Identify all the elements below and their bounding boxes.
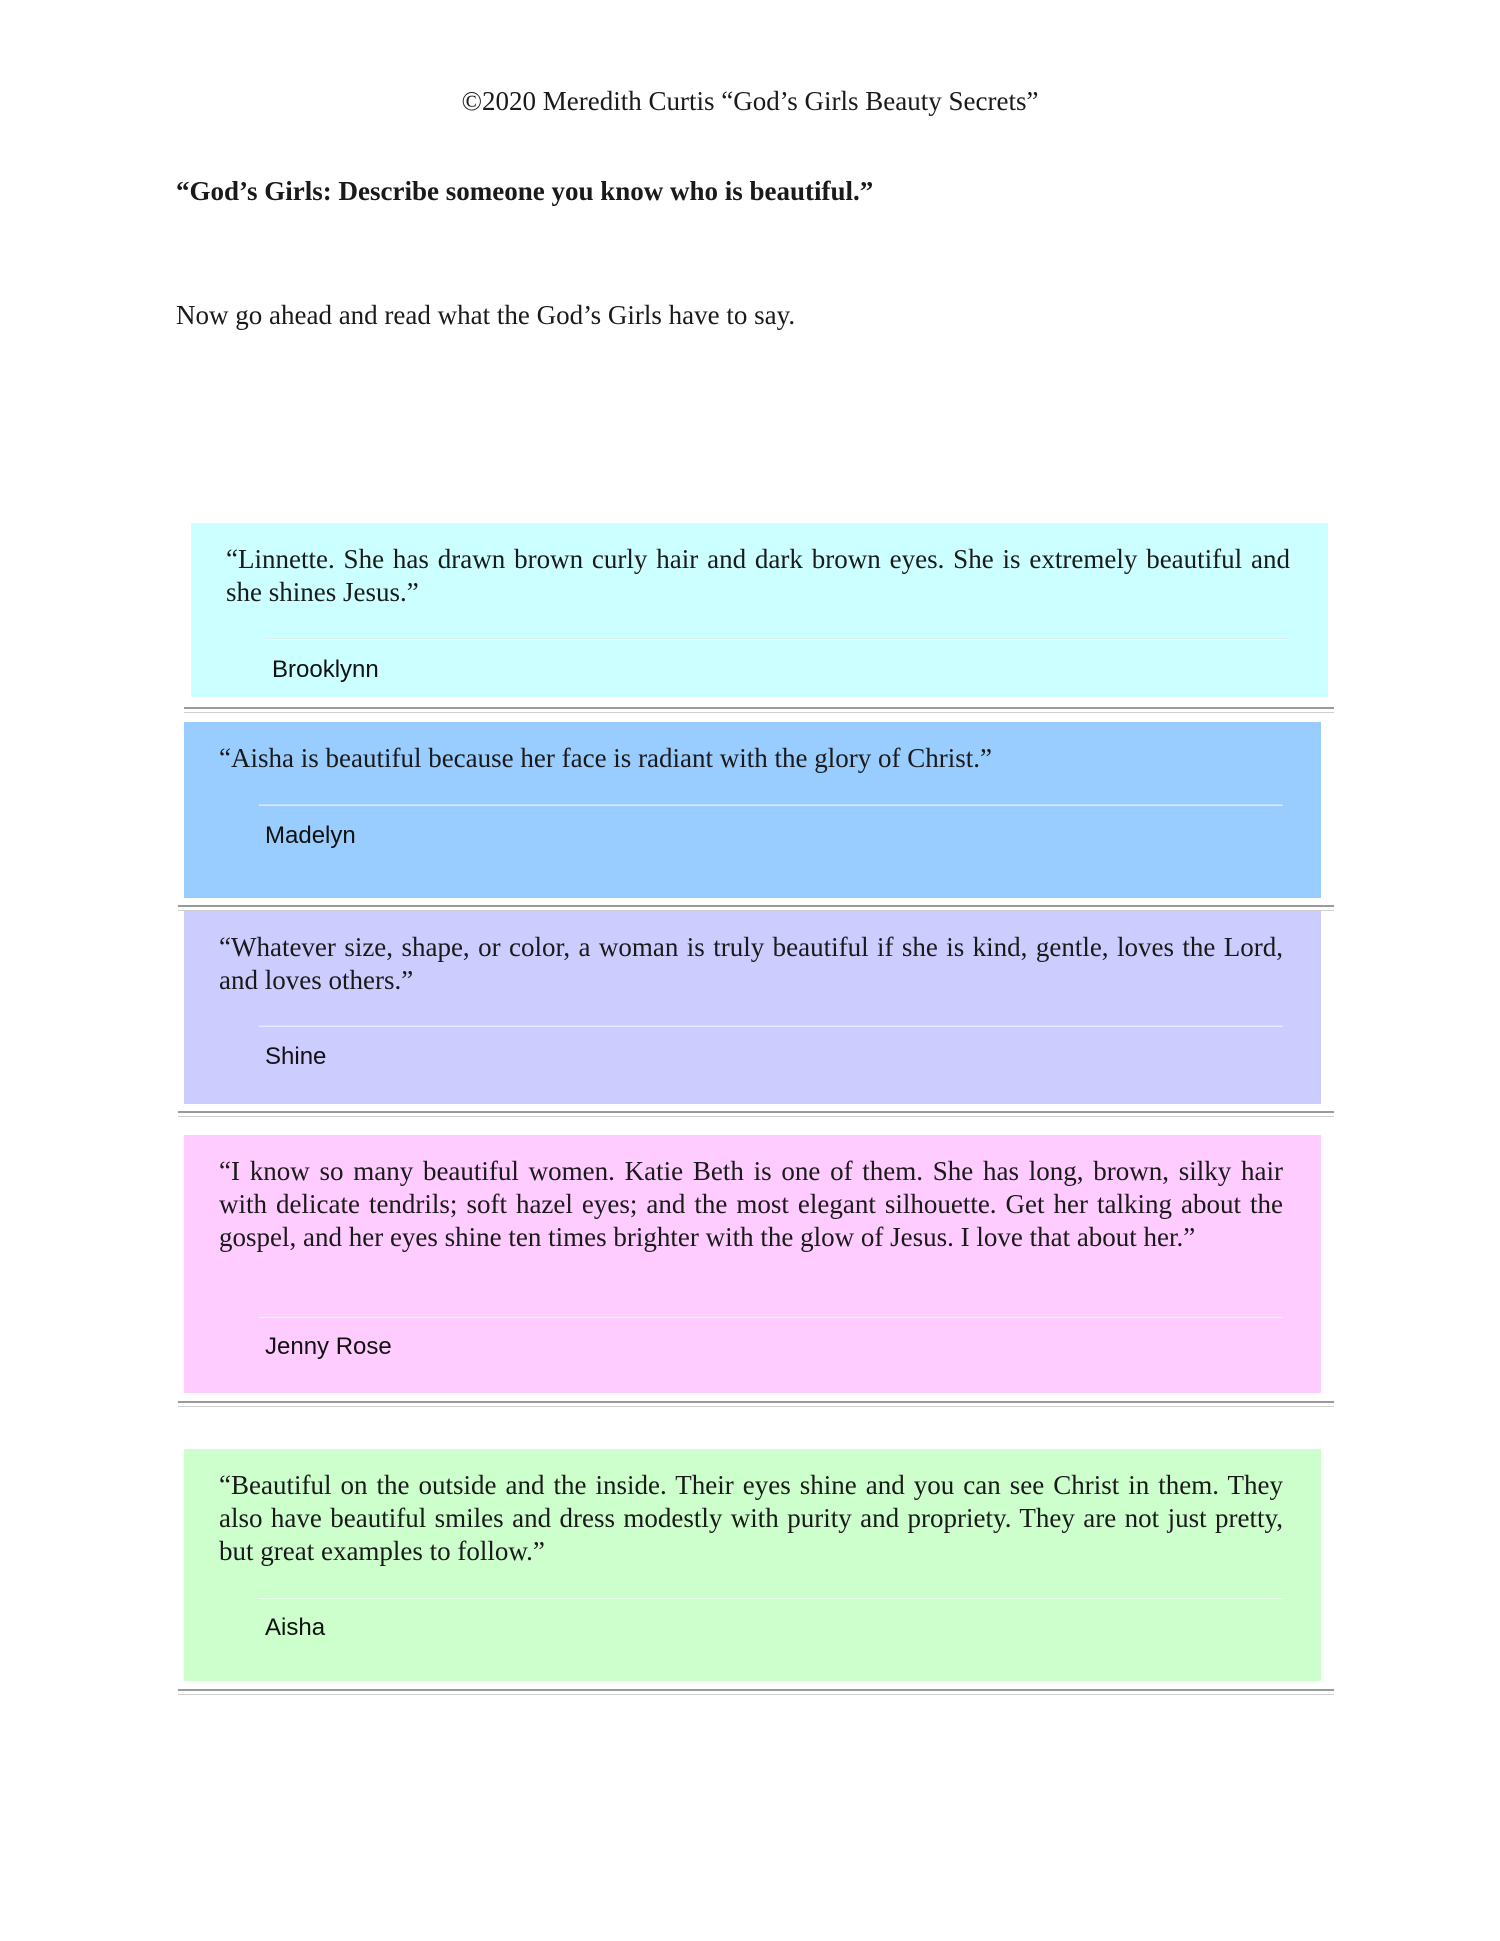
page-header-copyright: ©2020 Meredith Curtis “God’s Girls Beauty Secrets” <box>461 86 1039 116</box>
separator-line <box>184 707 1334 713</box>
separator-line <box>178 1111 1334 1117</box>
testimonial-card-brooklynn <box>191 523 1328 697</box>
testimonial-author: Brooklynn <box>272 656 379 683</box>
testimonial-quote: “Linnette. She has drawn brown curly hair and dark brown eyes. She is extremely beautiful and she shines Jesus.” <box>226 544 1290 607</box>
testimonial-author: Jenny Rose <box>265 1333 392 1360</box>
testimonial-author: Shine <box>265 1043 327 1070</box>
testimonial-divider <box>259 1025 1283 1027</box>
prompt-heading: “God’s Girls: Describe someone you know who is beautiful.” <box>176 176 874 206</box>
testimonial-divider <box>259 804 1283 806</box>
testimonial-card-madelyn <box>184 722 1321 898</box>
testimonial-divider <box>266 638 1290 640</box>
testimonial-quote: “I know so many beautiful women. Katie Beth is one of them. She has long, brown, silky hair with delicate tendrils; soft hazel eyes; and the most elegant silhouette. Get her talking about the gospel, and her eyes shine ten times brighter with the glow of Jesus. I love that about her.” <box>219 1156 1283 1252</box>
testimonial-quote: “Beautiful on the outside and the inside. Their eyes shine and you can see Christ in them. They also have beautiful smiles and dress modestly with purity and propriety. They are not just pretty, but great examples to follow.” <box>219 1470 1283 1566</box>
separator-line <box>178 1689 1334 1695</box>
testimonial-card-jenny-rose <box>184 1135 1321 1393</box>
testimonial-quote: “Whatever size, shape, or color, a woman is truly beautiful if she is kind, gentle, loves the Lord, and loves others.” <box>219 932 1283 995</box>
testimonial-quote: “Aisha is beautiful because her face is radiant with the glory of Christ.” <box>219 743 992 773</box>
separator-line <box>178 1401 1334 1407</box>
testimonial-divider <box>259 1316 1283 1318</box>
testimonial-author: Aisha <box>265 1614 326 1641</box>
testimonial-card-aisha <box>184 1449 1321 1681</box>
testimonial-card-shine <box>184 911 1321 1104</box>
intro-text: Now go ahead and read what the God’s Girls have to say. <box>176 300 796 330</box>
testimonial-author: Madelyn <box>265 822 356 849</box>
testimonial-divider <box>259 1597 1283 1599</box>
